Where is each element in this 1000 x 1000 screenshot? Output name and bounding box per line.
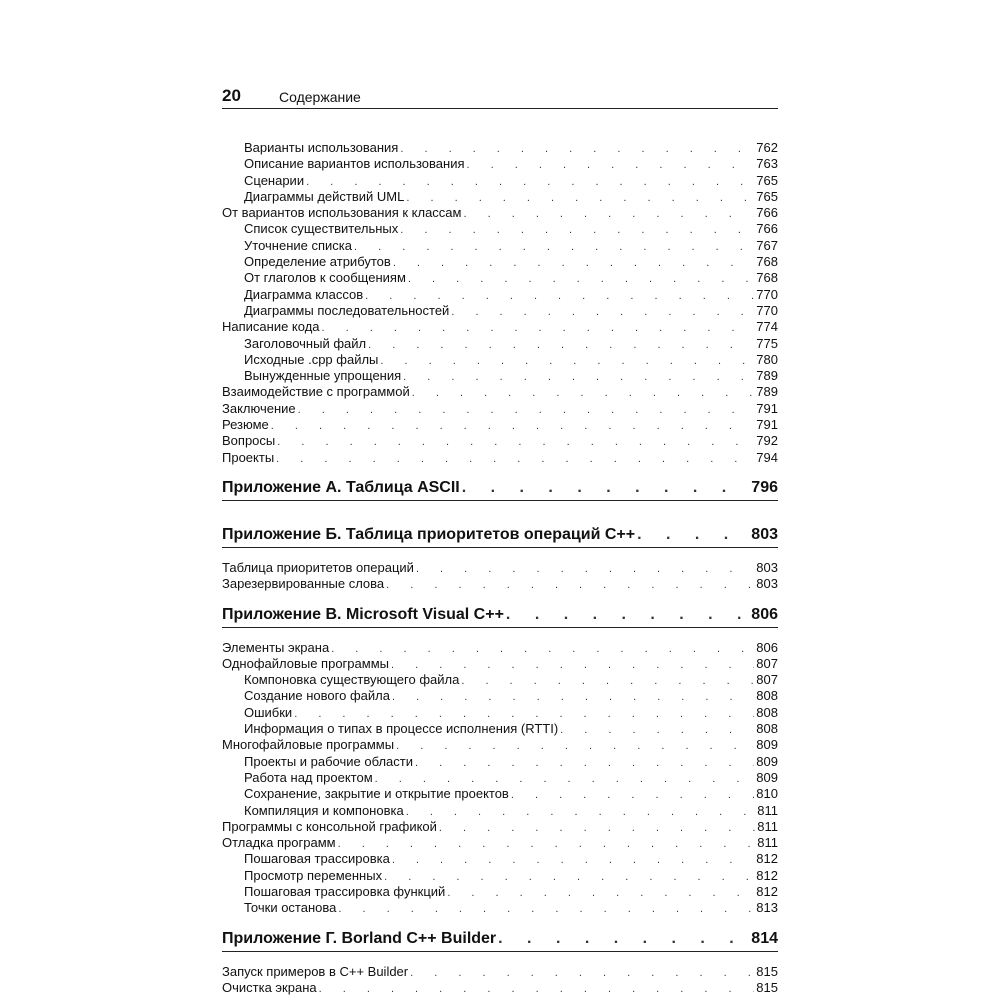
chapter-title: Приложение А. Таблица ASCII [222, 478, 460, 496]
dot-leader [415, 755, 754, 771]
dot-leader [416, 561, 754, 577]
page-ref: 806 [751, 605, 778, 623]
chapter-rule [222, 547, 778, 560]
page-ref: 809 [756, 737, 778, 753]
entry-title: Диаграмма классов [244, 286, 364, 302]
entry-title: Проекты и рабочие области [244, 753, 413, 769]
entry-title: Зарезервированные слова [222, 576, 385, 592]
page-ref: 792 [756, 433, 778, 449]
page-ref: 794 [756, 449, 778, 465]
dot-leader [467, 157, 755, 173]
toc-entry-row[interactable] [222, 450, 778, 466]
toc-entry-row[interactable] [222, 770, 778, 786]
toc-entry-row[interactable] [222, 803, 778, 819]
dot-leader [368, 337, 754, 353]
entry-title: Уточнение списка [244, 237, 352, 253]
dot-leader [406, 804, 756, 820]
toc-entry-row[interactable] [222, 140, 778, 156]
page-ref: 791 [756, 400, 778, 416]
toc-entry-row[interactable] [222, 640, 778, 656]
entry-title: Программы с консольной графикой [222, 818, 437, 834]
toc-entry-row[interactable] [222, 368, 778, 384]
entry-title: Заключение [222, 400, 296, 416]
toc-entry-row[interactable] [222, 737, 778, 753]
toc-entry-row[interactable] [222, 417, 778, 433]
entry-title: Проекты [222, 449, 275, 465]
entry-title: Пошаговая трассировка [244, 851, 390, 867]
toc-entry-row[interactable] [222, 303, 778, 319]
toc-entry-row[interactable] [222, 672, 778, 688]
dot-leader [498, 929, 749, 949]
toc-entry-row[interactable] [222, 786, 778, 802]
toc-entry-row[interactable] [222, 270, 778, 286]
toc-entry-row[interactable] [222, 221, 778, 237]
page-ref: 789 [756, 368, 778, 384]
dot-leader [277, 434, 754, 450]
page-ref: 770 [756, 302, 778, 318]
page-ref: 767 [756, 237, 778, 253]
toc-entry-row[interactable] [222, 173, 778, 189]
page-ref: 789 [756, 384, 778, 400]
chapter-title: Приложение Б. Таблица приоритетов операций C++ [222, 525, 636, 543]
dot-leader [393, 255, 754, 271]
page-ref: 791 [756, 417, 778, 433]
entry-title: Варианты использования [244, 140, 399, 155]
dot-leader [560, 722, 754, 738]
entry-title: Список существительных [244, 221, 399, 237]
toc-entry-row[interactable] [222, 754, 778, 770]
page-ref: 768 [756, 254, 778, 270]
page-ref: 803 [756, 576, 778, 592]
entry-title: Вынужденные упрощения [244, 368, 402, 384]
toc-entry-row[interactable] [222, 352, 778, 368]
toc-entry-row[interactable] [222, 401, 778, 417]
entry-title: От вариантов использования к классам [222, 205, 462, 221]
dot-leader [511, 787, 754, 803]
toc-entry-row[interactable] [222, 721, 778, 737]
spacer [222, 466, 778, 478]
dot-leader [319, 981, 755, 997]
toc-entry-row[interactable] [222, 287, 778, 303]
dot-leader [410, 965, 754, 981]
toc-entry-row[interactable] [222, 189, 778, 205]
toc-chapter-row[interactable] [222, 525, 778, 545]
dot-leader [439, 820, 755, 836]
page-ref: 807 [756, 655, 778, 671]
entry-title: Написание кода [222, 319, 320, 335]
spacer [222, 917, 778, 929]
table-of-contents [222, 140, 778, 996]
page-ref: 810 [756, 786, 778, 802]
entry-title: Резюме [222, 417, 269, 433]
toc-entry-row[interactable] [222, 205, 778, 221]
spacer [222, 513, 778, 525]
page-ref: 775 [756, 335, 778, 351]
page-ref: 768 [756, 270, 778, 286]
dot-leader [384, 869, 754, 885]
page-number: 20 [222, 86, 241, 105]
toc-entry-row[interactable] [222, 688, 778, 704]
toc-entry-row[interactable] [222, 868, 778, 884]
dot-leader [396, 738, 754, 754]
dot-leader [637, 525, 749, 545]
dot-leader [338, 836, 756, 852]
dot-leader [331, 641, 754, 657]
page-ref: 815 [756, 979, 778, 995]
page-ref: 774 [756, 319, 778, 335]
dot-leader [447, 885, 754, 901]
dot-leader [463, 206, 754, 222]
running-title: Содержание [279, 89, 361, 105]
entry-title: Взаимодействие с программой [222, 384, 410, 400]
dot-leader [403, 369, 754, 385]
entry-title: Определение атрибутов [244, 254, 391, 270]
chapter-title: Приложение Г. Borland C++ Builder [222, 929, 497, 947]
page-ref: 765 [756, 188, 778, 204]
page-ref: 803 [751, 525, 778, 543]
dot-leader [306, 174, 754, 190]
toc-entry-row[interactable] [222, 884, 778, 900]
page-ref: 814 [751, 929, 778, 947]
toc-entry-row[interactable] [222, 156, 778, 172]
toc-entry-row[interactable] [222, 980, 778, 996]
chapter-title: Приложение В. Microsoft Visual C++ [222, 605, 504, 623]
toc-entry-row[interactable] [222, 384, 778, 400]
entry-title: Сохранение, закрытие и открытие проектов [244, 786, 509, 802]
dot-leader [338, 901, 754, 917]
page-ref: 803 [756, 559, 778, 575]
entry-title: Однофайловые программы [222, 655, 389, 671]
page-ref: 806 [756, 639, 778, 655]
entry-title: Заголовочный файл [244, 335, 367, 351]
page-ref: 811 [757, 818, 778, 834]
page-ref: 763 [756, 156, 778, 172]
toc-chapter-row[interactable] [222, 929, 778, 949]
entry-title: Компоновка существующего файла [244, 672, 460, 688]
toc-entry-row[interactable] [222, 433, 778, 449]
page-ref: 812 [756, 851, 778, 867]
page-ref: 809 [756, 753, 778, 769]
page-ref: 815 [756, 963, 778, 979]
page-ref: 808 [756, 688, 778, 704]
dot-leader [392, 852, 754, 868]
entry-title: От глаголов к сообщениям [244, 270, 406, 286]
entry-title: Создание нового файла [244, 688, 390, 704]
toc-entry-row[interactable] [222, 238, 778, 254]
toc-entry-row[interactable] [222, 560, 778, 576]
chapter-rule [222, 500, 778, 513]
entry-title: Очистка экрана [222, 979, 317, 995]
page-ref: 813 [756, 900, 778, 916]
entry-title: Ошибки [244, 704, 293, 720]
entry-title: Информация о типах в процессе исполнения (RTTI) [244, 721, 559, 737]
page-ref: 811 [757, 802, 778, 818]
dot-leader [391, 657, 754, 673]
toc-chapter-row[interactable] [222, 478, 778, 498]
page-ref: 770 [756, 286, 778, 302]
dot-leader [461, 673, 754, 689]
page-ref: 766 [756, 221, 778, 237]
toc-entry-row[interactable] [222, 964, 778, 980]
dot-leader [412, 385, 755, 401]
toc-entry-row[interactable] [222, 336, 778, 352]
page-ref: 812 [756, 883, 778, 899]
page-ref: 807 [756, 672, 778, 688]
toc-entry-row[interactable] [222, 851, 778, 867]
toc-entry-row[interactable] [222, 656, 778, 672]
entry-title: Запуск примеров в C++ Builder [222, 963, 409, 979]
dot-leader [386, 577, 754, 593]
entry-title: Просмотр переменных [244, 867, 383, 883]
chapter-rule [222, 627, 778, 640]
dot-leader [294, 706, 754, 722]
entry-title: Точки останова [244, 900, 337, 916]
page-header [222, 86, 778, 109]
toc-entry-row[interactable] [222, 576, 778, 592]
dot-leader [400, 141, 754, 157]
entry-title: Многофайловые программы [222, 737, 395, 753]
entry-title: Диаграммы последовательностей [244, 302, 450, 318]
page-ref: 796 [751, 478, 778, 496]
dot-leader [375, 771, 755, 787]
toc-entry-row[interactable] [222, 319, 778, 335]
toc-entry-row[interactable] [222, 835, 778, 851]
page-ref: 809 [756, 769, 778, 785]
entry-title: Описание вариантов использования [244, 156, 465, 172]
toc-chapter-row[interactable] [222, 605, 778, 625]
dot-leader [354, 239, 754, 255]
toc-entry-row[interactable] [222, 900, 778, 916]
entry-title: Пошаговая трассировка функций [244, 883, 446, 899]
entry-title: Отладка программ [222, 835, 336, 851]
page-ref: 808 [756, 704, 778, 720]
entry-title: Компиляция и компоновка [244, 802, 404, 818]
entry-title: Таблица приоритетов операций [222, 559, 414, 575]
dot-leader [271, 418, 755, 434]
page-ref: 808 [756, 721, 778, 737]
toc-entry-row[interactable] [222, 705, 778, 721]
dot-leader [506, 605, 749, 625]
page-ref: 762 [756, 140, 778, 155]
page-ref: 766 [756, 205, 778, 221]
dot-leader [392, 689, 754, 705]
dot-leader [462, 478, 750, 498]
dot-leader [276, 451, 754, 467]
dot-leader [322, 320, 755, 336]
dot-leader [400, 222, 754, 238]
page-ref: 780 [756, 351, 778, 367]
page-ref: 765 [756, 172, 778, 188]
entry-title: Сценарии [244, 172, 305, 188]
dot-leader [298, 402, 755, 418]
toc-entry-row[interactable] [222, 254, 778, 270]
page-ref: 812 [756, 867, 778, 883]
dot-leader [380, 353, 754, 369]
entry-title: Вопросы [222, 433, 276, 449]
spacer [222, 593, 778, 605]
dot-leader [408, 271, 754, 287]
entry-title: Исходные .cpp файлы [244, 351, 379, 367]
toc-entry-row[interactable] [222, 819, 778, 835]
dot-leader [406, 190, 754, 206]
entry-title: Диаграммы действий UML [244, 188, 405, 204]
entry-title: Работа над проектом [244, 769, 373, 785]
page-ref: 811 [757, 835, 778, 851]
entry-title: Элементы экрана [222, 639, 330, 655]
chapter-rule [222, 951, 778, 964]
dot-leader [451, 304, 754, 320]
dot-leader [365, 288, 754, 304]
